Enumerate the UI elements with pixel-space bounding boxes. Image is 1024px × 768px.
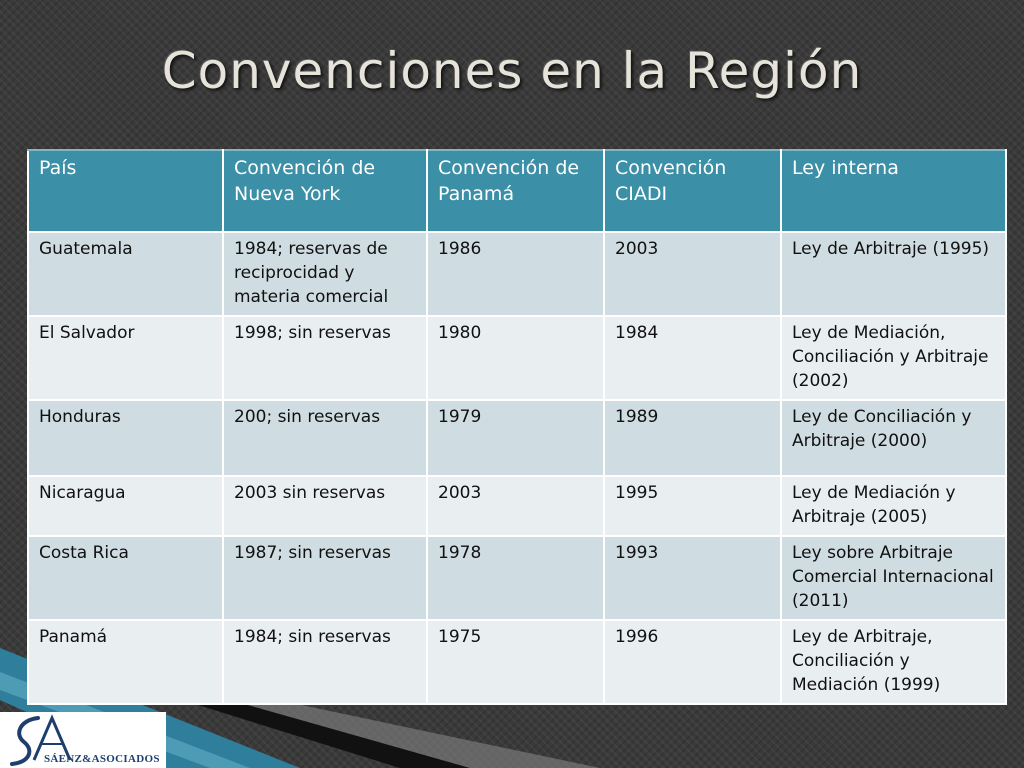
table-row	[28, 316, 1006, 400]
table-row	[28, 232, 1006, 316]
cell-panama: 1975	[427, 620, 604, 704]
cell-panama: 1986	[427, 232, 604, 316]
cell-nueva-york: 2003 sin reservas	[223, 476, 427, 536]
cell-ciadi: 1996	[604, 620, 781, 704]
cell-pais: Panamá	[28, 620, 223, 704]
table-row	[28, 620, 1006, 704]
cell-ciadi: 1993	[604, 536, 781, 620]
cell-pais: Nicaragua	[28, 476, 223, 536]
cell-ley-interna: Ley sobre Arbitraje Comercial Internacional (2011)	[781, 536, 1006, 620]
header-panama: Convención de Panamá	[427, 150, 604, 232]
cell-ciadi: 1989	[604, 400, 781, 476]
cell-ley-interna: Ley de Arbitraje (1995)	[781, 232, 1006, 316]
cell-panama: 1979	[427, 400, 604, 476]
table-header-row	[28, 150, 1006, 232]
cell-nueva-york: 1984; reservas de reciprocidad y materia comercial	[223, 232, 427, 316]
table-row	[28, 400, 1006, 476]
cell-pais: Costa Rica	[28, 536, 223, 620]
cell-ley-interna: Ley de Arbitraje, Conciliación y Mediación (1999)	[781, 620, 1006, 704]
company-logo	[0, 712, 166, 768]
cell-ley-interna: Ley de Mediación, Conciliación y Arbitraje (2002)	[781, 316, 1006, 400]
cell-ley-interna: Ley de Conciliación y Arbitraje (2000)	[781, 400, 1006, 476]
cell-nueva-york: 1998; sin reservas	[223, 316, 427, 400]
header-pais: País	[28, 150, 223, 232]
logo-text: SÁENZ&ASOCIADOS	[44, 753, 160, 765]
cell-pais: Guatemala	[28, 232, 223, 316]
slide-title: Convenciones en la Región	[161, 42, 863, 100]
header-ley-interna: Ley interna	[781, 150, 1006, 232]
cell-ciadi: 1995	[604, 476, 781, 536]
cell-nueva-york: 1984; sin reservas	[223, 620, 427, 704]
cell-pais: Honduras	[28, 400, 223, 476]
header-ciadi: Convención CIADI	[604, 150, 781, 232]
table-row	[28, 476, 1006, 536]
cell-ley-interna: Ley de Mediación y Arbitraje (2005)	[781, 476, 1006, 536]
cell-ciadi: 1984	[604, 316, 781, 400]
cell-panama: 1980	[427, 316, 604, 400]
cell-panama: 2003	[427, 476, 604, 536]
cell-ciadi: 2003	[604, 232, 781, 316]
conventions-table	[27, 149, 1007, 705]
cell-pais: El Salvador	[28, 316, 223, 400]
header-nueva-york: Convención de Nueva York	[223, 150, 427, 232]
cell-panama: 1978	[427, 536, 604, 620]
cell-nueva-york: 1987; sin reservas	[223, 536, 427, 620]
cell-nueva-york: 200; sin reservas	[223, 400, 427, 476]
table-row	[28, 536, 1006, 620]
